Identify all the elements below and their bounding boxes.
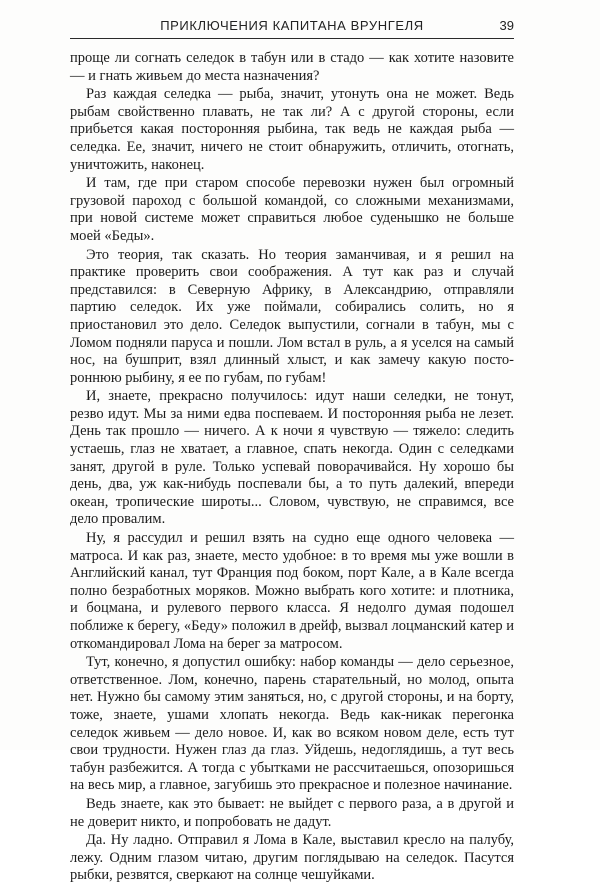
running-title: ПРИКЛЮЧЕНИЯ КАПИТАНА ВРУНГЕЛЯ — [160, 18, 424, 33]
paragraph: Раз каждая селедка — рыба, значит, утонуть она не может. Ведь рыбам свойственно плавать, не так ли? А с другой стороны, если прибьется какая посторонняя рыбина, так ведь не каждая рыба — селедка. Ее, значит, ничего не стоит обнаружить, отличить, отогнать, уничтожить, наконец. — [70, 86, 514, 173]
paragraph: Тут, конечно, я допустил ошибку: набор команды — дело серьезное, ответственное. Лом, конечно, парень старательный, но молод, опыта нет. Нужно бы самому этим заняться, но, с другой стороны, и на борту, тоже, знаете, ушами хлопать некогда. Ведь как-никак перегонка селедок живьем — дело новое. И, как во всяком новом деле, есть тут свои трудности. Нужен глаз да глаз. Уйдешь, недоглядишь, а тут весь табун разбежится. А тогда с убытками не рассчитаешься, опозоришься на весь мир, а главное, загубишь это прекрасное и полезное начинание. — [70, 654, 514, 794]
paragraph: Да. Ну ладно. Отправил я Лома в Кале, выставил кресло на палубу, лежу. Одним глазом читаю, другим поглядываю на селедок. Пасутся рыбки, резвятся, сверкают на солнце чешуйками. — [70, 832, 514, 884]
paragraph: Ну, я рассудил и решил взять на судно еще одного человека — матроса. И как раз, знаете, место удобное: в то время мы уже вошли в Английский канал, тут Франция под боком, порт Кале, а в Кале всегда полно безработных моряков. Можно выбрать кого хотите: и плотника, и боцмана, и рулевого первого класса. Я недолго думая подошел поближе к берегу, «Беду» положил в дрейф, вызвал лоцманский катер и откомандировал Лома на берег за матросом. — [70, 530, 514, 652]
paragraph: Ведь знаете, как это бывает: не выйдет с первого раза, а в другой и не доверит никто, и попробовать не дадут. — [70, 795, 514, 830]
body-text — [70, 50, 514, 886]
paragraph: И, знаете, прекрасно получилось: идут наши селедки, не тонут, резво идут. Мы за ними едва поспеваем. И посторонняя рыба не лезет. День так прошло — ничего. А к ночи я чувствую — тяжело: следить устаешь, глаз не хватает, а главное, спать некогда. Один с селедками занят, другой в руле. Только успевай поворачивайся. Ну хорошо бы день, два, уж как-нибудь поспевали бы, а то путь далекий, впереди океан, тропические широты... Словом, чувствую, не справимся, все дело провалим. — [70, 388, 514, 528]
paragraph: Это теория, так сказать. Но теория заманчивая, и я решил на практике проверить свои соображения. А тут как раз и случай представился: в Северную Африку, в Александрию, отправляли партию селедок. Их уже поймали, собирались солить, но я приостановил это дело. Селедок выпустили, согнали в табун, мы с Ломом подняли паруса и пошли. Лом встал в руль, а я уселся на самый нос, на бушприт, взял длинный хлыст, и как замечу какую постороннюю рыбину, я ее по губам, по губам! — [70, 246, 514, 386]
paragraph-continued: проще ли согнать селедок в табун или в стадо — как хотите назовите — и гнать живьем до места назначения? — [70, 50, 514, 84]
page-number: 39 — [499, 18, 514, 33]
paragraph: И там, где при старом способе перевозки нужен был огромный грузовой пароход с большой командой, со сложными механизмами, при новой системе может справиться любое суденышко не больше моей «Беды». — [70, 175, 514, 244]
running-header — [70, 14, 514, 39]
